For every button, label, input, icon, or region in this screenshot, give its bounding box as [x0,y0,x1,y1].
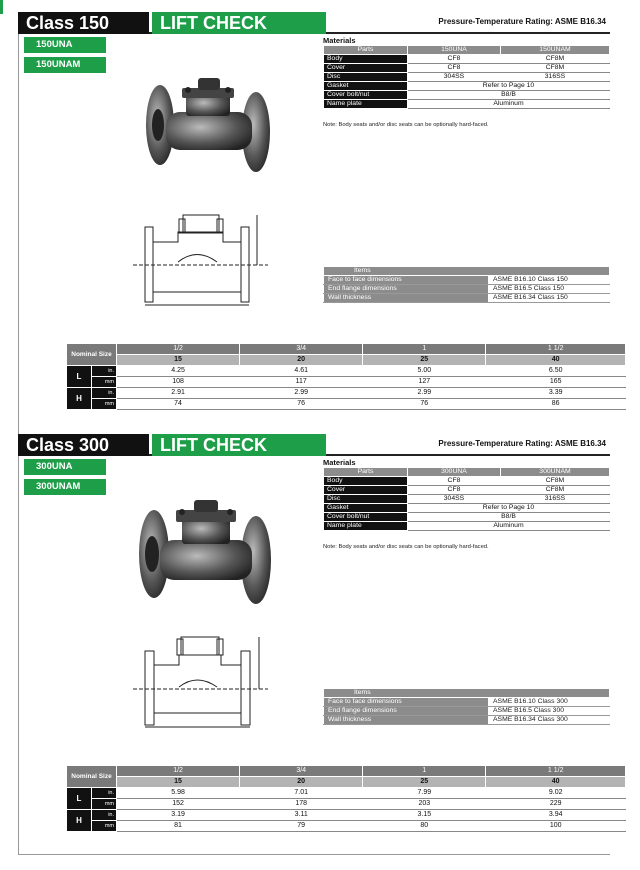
table-row: mm 74 76 76 86 [67,399,626,410]
table-row: Face to face dimensions ASME B16.10 Class 300 [324,698,610,707]
class-label: Class 300 [18,434,149,456]
valve-photo-icon [138,70,278,180]
materials-table [323,467,610,531]
table-row: Gasket Refer to Page 10 [324,504,610,513]
model-badge-una: 150UNA [24,37,106,53]
col-una: 300UNA [408,468,501,477]
table-row: L in. 5.98 7.01 7.99 9.02 [67,788,626,799]
product-title: LIFT CHECK VALVE [152,12,326,34]
page-edge-marker [0,0,3,14]
col-parts: Parts [324,468,408,477]
table-row: Wall thickness ASME B16.34 Class 150 [324,294,610,303]
valve-photo-icon [130,494,280,609]
table-row: H in. 3.19 3.11 3.15 3.94 [67,810,626,821]
table-row: mm 108 117 127 165 [67,377,626,388]
nominal-size-header: Nominal Size [67,344,117,366]
rating-text: Pressure-Temperature Rating: ASME B16.34 [438,17,606,26]
model-badge-unam: 150UNAM [24,57,106,73]
col-parts: Parts [324,46,408,55]
table-row: H in. 2.91 2.99 2.99 3.39 [67,388,626,399]
table-row: Disc 304SS 316SS [324,495,610,504]
valve-cross-section-icon [133,207,278,307]
table-row: Cover CF8 CF8M [324,64,610,73]
nominal-size-header: Nominal Size [67,766,117,788]
table-row: mm 81 79 80 100 [67,821,626,832]
product-title: LIFT CHECK VALVE [152,434,326,456]
materials-note: Note: Body seats and/or disc seats can be optionally hard-faced. [323,544,489,550]
materials-table [323,45,610,109]
col-una: 150UNA [408,46,501,55]
items-table [323,688,610,725]
table-row: Wall thickness ASME B16.34 Class 300 [324,716,610,725]
model-badge-una: 300UNA [24,459,106,475]
table-row: Face to face dimensions ASME B16.10 Class 150 [324,276,610,285]
class-300-section [18,434,610,854]
table-row: End flange dimensions ASME B16.5 Class 150 [324,285,610,294]
table-row: Gasket Refer to Page 10 [324,82,610,91]
items-header: Items [324,267,610,276]
table-row: Disc 304SS 316SS [324,73,610,82]
table-row: L in. 4.25 4.61 5.00 6.50 [67,366,626,377]
class-150-section [18,12,610,432]
materials-note: Note: Body seats and/or disc seats can be optionally hard-faced. [323,122,489,128]
col-unam: 300UNAM [500,468,609,477]
table-row: Cover CF8 CF8M [324,486,610,495]
items-header: Items [324,689,610,698]
valve-cross-section-icon [133,629,278,729]
model-badge-unam: 300UNAM [24,479,106,495]
table-row: Cover bolt/nut B8/B [324,91,610,100]
col-unam: 150UNAM [500,46,609,55]
table-row: Name plate Aluminum [324,100,610,109]
materials-title: Materials [323,458,356,467]
table-row: Cover bolt/nut B8/B [324,513,610,522]
table-row: End flange dimensions ASME B16.5 Class 300 [324,707,610,716]
materials-title: Materials [323,36,356,45]
table-row: Name plate Aluminum [324,522,610,531]
dimensions-table: Nominal Size 1/2 3/4 1 1 1/2 15 20 25 40 L in. 5.98 7.01 7.99 9.02 mm 152 178 203 229 H in. 3.19 3.11 3.15 3.94 mm 81 79 80 100 [66,765,626,832]
items-table [323,266,610,303]
table-row: mm 152 178 203 229 [67,799,626,810]
table-row: Body CF8 CF8M [324,477,610,486]
dimensions-table: Nominal Size 1/2 3/4 1 1 1/2 15 20 25 40 L in. 4.25 4.61 5.00 6.50 mm 108 117 127 165 H in. 2.91 2.99 2.99 3.39 mm 74 76 76 86 [66,343,626,410]
class-label: Class 150 [18,12,149,34]
table-row: Body CF8 CF8M [324,55,610,64]
rating-text: Pressure-Temperature Rating: ASME B16.34 [438,439,606,448]
